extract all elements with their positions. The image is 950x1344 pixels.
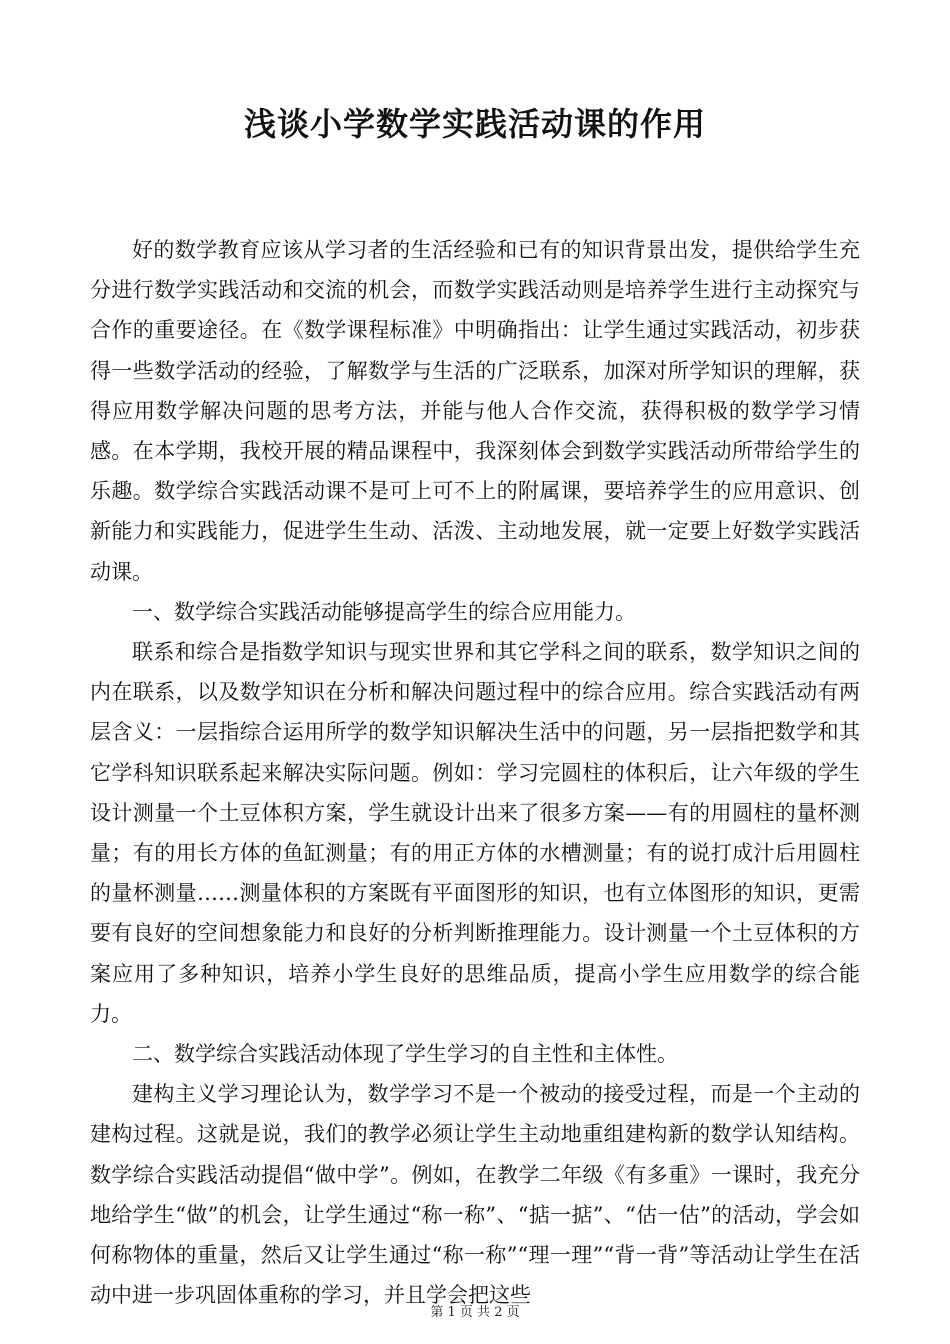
page-footer: 第 1 页 共 2 页 [430,1305,520,1320]
document-title: 浅谈小学数学实践活动课的作用 [243,105,706,143]
paragraph-section-1: 联系和综合是指数学知识与现实世界和其它学科之间的联系，数学知识之间的内在联系，以及数学知识在分析和解决问题过程中的综合应用。综合实践活动有两层含义：一层指综合运用所学的数学知识解决生活中的问题，另一层指把数学和其它学科知识联系起来解决实际问题。例如：学习完圆柱的体积后，让六年级的学生设计测量一个土豆体积方案，学生就设计出来了很多方案——有的用圆柱的量杯测量；有的用长方体的鱼缸测量；有的用正方体的水槽测量；有的说打成汁后用圆柱的量杯测量……测量体积的方案既有平面图形的知识，也有立体图形的知识，更需要有良好的空间想象能力和良好的分析判断推理能力。设计测量一个土豆体积的方案应用了多种知识，培养小学生良好的思维品质，提高小学生应用数学的综合能力。 [90,640,860,1026]
section-heading-2: 二、数学综合实践活动体现了学生学习的自主性和主体性。 [132,1042,678,1067]
paragraph-section-2: 建构主义学习理论认为，数学学习不是一个被动的接受过程，而是一个主动的建构过程。这就是说，我们的教学必须让学生主动地重组建构新的数学认知结构。数学综合实践活动提倡“做中学”。例如，在教学二年级《有多重》一课时，我充分地给学生“做”的机会，让学生通过“称一称”、“掂一掂”、“估一估”的活动，学会如何称物体的重量，然后又让学生通过“称一称”“理一理”“背一背”等活动让学生在活动中进一步巩固体重称的学习，并且学会把这些 [90,1082,860,1308]
document-body [90,230,860,1315]
section-heading-1: 一、数学综合实践活动能够提高学生的综合应用能力。 [132,599,636,624]
paragraph-intro: 好的数学教育应该从学习者的生活经验和已有的知识背景出发，提供给学生充分进行数学实践活动和交流的机会，而数学实践活动则是培养学生进行主动探究与合作的重要途径。在《数学课程标准》中明确指出：让学生通过实践活动，初步获得一些数学活动的经验，了解数学与生活的广泛联系，加深对所学知识的理解，获得应用数学解决问题的思考方法，并能与他人合作交流，获得积极的数学学习情感。在本学期，我校开展的精品课程中，我深刻体会到数学实践活动所带给学生的乐趣。数学综合实践活动课不是可上可不上的附属课，要培养学生的应用意识、创新能力和实践能力，促进学生生动、活泼、主动地发展，就一定要上好数学实践活动课。 [90,238,860,584]
